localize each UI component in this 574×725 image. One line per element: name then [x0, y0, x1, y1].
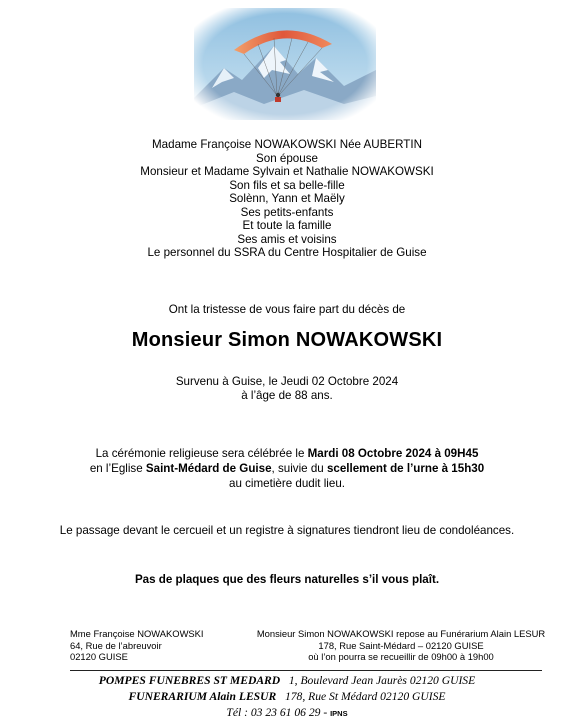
family-line: Son épouse	[256, 151, 318, 165]
family-line: Solènn, Yann et Maëly	[229, 192, 345, 205]
paraglider-illustration	[194, 8, 376, 120]
family-line: Ses amis et voisins	[237, 232, 337, 246]
ceremony-text: en l’Eglise	[89, 462, 146, 475]
ceremony-datetime: Mardi 08 Octobre 2024 à 09H45	[307, 447, 479, 460]
condolences-note: Le passage devant le cercueil et un registre à signatures tiendront lieu de condoléances.	[59, 524, 515, 537]
family-line: Et toute la famille	[242, 219, 332, 232]
ceremony-details	[0, 446, 574, 491]
church-name: Saint-Médard de Guise	[145, 462, 272, 475]
death-details	[0, 375, 574, 403]
footer-line-1	[0, 673, 574, 689]
announcement-intro: Ont la tristesse de vous faire part du décès de	[168, 303, 406, 316]
family-line: Ses petits-enfants	[240, 205, 334, 219]
deceased-name: Monsieur Simon NOWAKOWSKI	[131, 329, 443, 351]
funerarium-info	[248, 628, 554, 663]
address-line: Mme Françoise NOWAKOWSKI	[70, 628, 204, 639]
ipns-mark: IPNS	[330, 709, 348, 718]
funeral-home-name: POMPES FUNEBRES ST MEDARD	[98, 674, 281, 687]
funerarium-line: où l’on pourra se recueillir de 09h00 à 19h00	[308, 651, 494, 662]
ceremony-line-2	[0, 461, 574, 476]
family-address	[70, 628, 204, 663]
footer-divider	[70, 670, 542, 671]
funerarium-name: FUNERARIUM Alain LESUR	[128, 690, 277, 703]
funerarium-address: 178, Rue St Médard 02120 GUISE	[284, 690, 446, 703]
flowers-note: Pas de plaques que des fleurs naturelles s’il vous plaît.	[134, 573, 440, 586]
address-line: 64, Rue de l’abreuvoir	[70, 639, 162, 651]
footer-line-2	[0, 689, 574, 705]
funerarium-line: Monsieur Simon NOWAKOWSKI repose au Funérarium Alain LESUR	[256, 628, 546, 639]
family-line: Le personnel du SSRA du Centre Hospitalier de Guise	[147, 246, 427, 259]
ceremony-text: , suivie du	[271, 462, 327, 475]
ceremony-line-3: au cimetière dudit lieu.	[229, 477, 345, 490]
family-line: Monsieur et Madame Sylvain et Nathalie NOWAKOWSKI	[140, 165, 434, 178]
funeral-home-address: 1, Boulevard Jean Jaurès 02120 GUISE	[288, 674, 476, 687]
address-line: 02120 GUISE	[70, 651, 128, 662]
footer-line-3	[0, 705, 574, 722]
ceremony-line-1	[0, 446, 574, 461]
death-age: à l’âge de 88 ans.	[241, 389, 333, 402]
family-line: Son fils et sa belle-fille	[229, 178, 345, 192]
death-date: Survenu à Guise, le Jeudi 02 Octobre 2024	[175, 375, 399, 388]
ceremony-text: La cérémonie religieuse sera célébrée le	[95, 447, 308, 460]
family-line: Madame Françoise NOWAKOWSKI Née AUBERTIN	[152, 138, 422, 151]
family-list	[0, 138, 574, 260]
phone-number: Tél : 03 23 61 06 29 -	[226, 706, 331, 719]
urn-sealing: scellement de l’urne à 15h30	[326, 462, 485, 475]
funerarium-line: 178, Rue Saint-Médard – 02120 GUISE	[318, 639, 484, 651]
